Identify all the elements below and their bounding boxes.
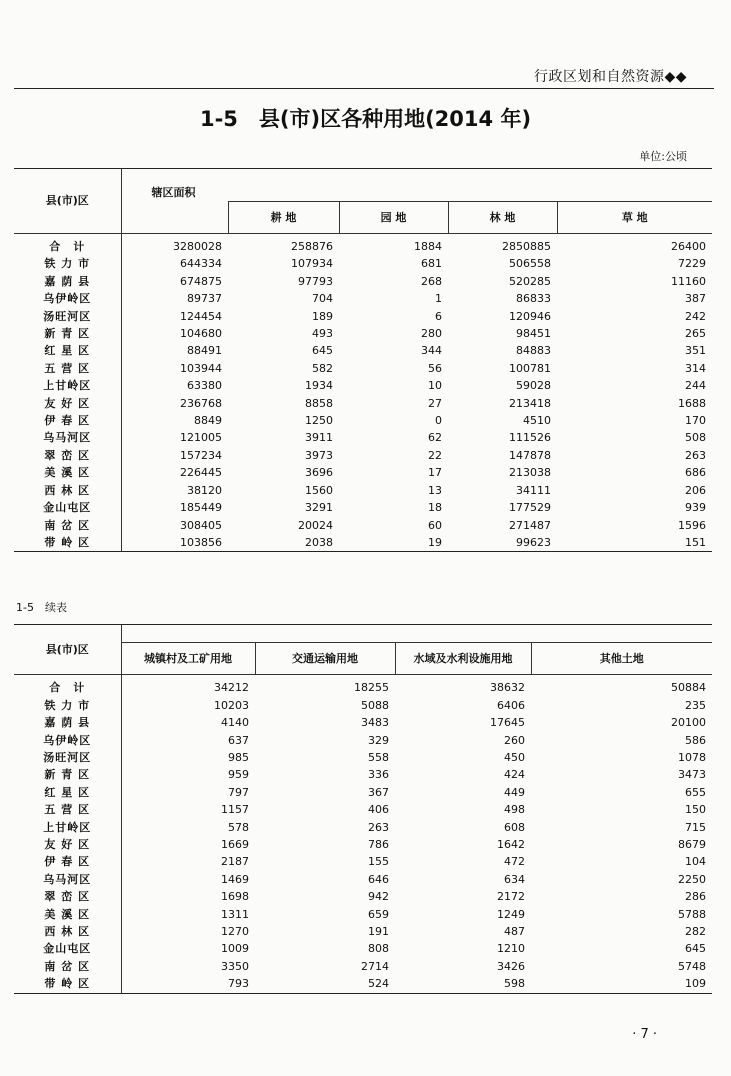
county-name: 汤旺河区	[14, 749, 121, 766]
county-name: 翠 峦 区	[14, 888, 121, 905]
header-county-2: 县(市)区	[14, 625, 121, 675]
table-row	[14, 377, 712, 394]
cell-forest: 213038	[509, 466, 551, 480]
header-grass: 草 地	[557, 202, 712, 234]
cell-cultivated: 1934	[305, 379, 333, 393]
county-name: 五 营 区	[14, 801, 121, 818]
cell-water: 3426	[497, 959, 525, 973]
unit-label: 单位:公顷	[639, 150, 687, 163]
cell-total: 8849	[194, 414, 222, 428]
cell-water: 260	[504, 733, 525, 747]
cell-grass: 387	[685, 292, 706, 306]
cell-water: 1249	[497, 907, 525, 921]
cell-cultivated: 3911	[305, 431, 333, 445]
cell-other: 235	[685, 698, 706, 712]
cell-transport: 786	[368, 838, 389, 852]
cell-cultivated: 97793	[298, 274, 333, 288]
land-use-table-1	[14, 168, 712, 552]
header-water: 水域及水利设施用地	[395, 643, 531, 675]
cell-cultivated: 3696	[305, 466, 333, 480]
cell-water: 449	[504, 785, 525, 799]
cell-urban: 3350	[221, 959, 249, 973]
cell-transport: 646	[368, 872, 389, 886]
header-rule	[14, 88, 714, 89]
cell-grass: 7229	[678, 257, 706, 271]
cell-water: 6406	[497, 698, 525, 712]
cell-urban: 34212	[121, 675, 255, 697]
cell-transport: 336	[368, 768, 389, 782]
cell-forest: 59028	[516, 379, 551, 393]
county-name: 美 溪 区	[14, 464, 121, 481]
table-row	[14, 395, 712, 412]
cell-garden: 344	[421, 344, 442, 358]
table-row	[14, 697, 712, 714]
cell-urban: 4140	[221, 716, 249, 730]
cell-urban: 1311	[221, 907, 249, 921]
cell-grass: 26400	[557, 234, 712, 256]
cell-grass: 686	[685, 466, 706, 480]
cell-garden: 19	[428, 535, 442, 549]
cell-cultivated: 645	[312, 344, 333, 358]
cell-garden: 27	[428, 396, 442, 410]
cell-other: 8679	[678, 838, 706, 852]
cell-water: 450	[504, 751, 525, 765]
cell-grass: 244	[685, 379, 706, 393]
cell-garden: 17	[428, 466, 442, 480]
cell-garden: 280	[421, 327, 442, 341]
cell-transport: 2714	[361, 959, 389, 973]
cell-water: 1642	[497, 838, 525, 852]
cell-total: 157234	[180, 448, 222, 462]
table-row	[14, 975, 712, 993]
county-name: 新 青 区	[14, 766, 121, 783]
county-name: 红 星 区	[14, 342, 121, 359]
county-name: 乌马河区	[14, 429, 121, 446]
cell-grass: 508	[685, 431, 706, 445]
cell-water: 1210	[497, 942, 525, 956]
cell-cultivated: 3291	[305, 501, 333, 515]
table-row	[14, 714, 712, 731]
cell-transport: 329	[368, 733, 389, 747]
header-total-area: 辖区面积	[151, 186, 196, 200]
cell-cultivated: 20024	[298, 518, 333, 532]
cell-garden: 60	[428, 518, 442, 532]
cell-total: 644334	[180, 257, 222, 271]
cell-total: 674875	[180, 274, 222, 288]
cell-garden: 6	[435, 309, 442, 323]
county-name: 带 岭 区	[14, 975, 121, 993]
county-name: 五 营 区	[14, 360, 121, 377]
cell-urban: 1157	[221, 803, 249, 817]
table-row	[14, 308, 712, 325]
cell-cultivated: 582	[312, 361, 333, 375]
cell-grass: 265	[685, 327, 706, 341]
cell-cultivated: 2038	[305, 535, 333, 549]
cell-other: 655	[685, 785, 706, 799]
cell-cultivated: 8858	[305, 396, 333, 410]
cell-urban: 2187	[221, 855, 249, 869]
cell-forest: 99623	[516, 535, 551, 549]
cell-garden: 1884	[339, 234, 448, 256]
cell-grass: 314	[685, 361, 706, 375]
cell-urban: 578	[228, 820, 249, 834]
cell-garden: 62	[428, 431, 442, 445]
table-row	[14, 360, 712, 377]
county-name: 乌马河区	[14, 871, 121, 888]
header-cultivated: 耕 地	[228, 202, 339, 234]
cell-forest: 86833	[516, 292, 551, 306]
cell-grass: 1596	[678, 518, 706, 532]
cell-grass: 242	[685, 309, 706, 323]
table-row	[14, 940, 712, 957]
county-name: 嘉 荫 县	[14, 273, 121, 290]
table-row	[14, 749, 712, 766]
cell-urban: 10203	[214, 698, 249, 712]
county-name: 带 岭 区	[14, 534, 121, 552]
cell-other: 586	[685, 733, 706, 747]
cell-grass: 1688	[678, 396, 706, 410]
cell-total: 308405	[180, 518, 222, 532]
cell-transport: 367	[368, 785, 389, 799]
cell-total: 88491	[187, 344, 222, 358]
table-row	[14, 732, 712, 749]
county-name: 南 岔 区	[14, 517, 121, 534]
table-row	[14, 819, 712, 836]
cell-total: 89737	[187, 292, 222, 306]
cell-grass: 206	[685, 483, 706, 497]
page-title: 1-5 县(市)区各种用地(2014 年)	[199, 107, 532, 131]
county-name: 合 计	[14, 234, 121, 256]
county-name: 乌伊岭区	[14, 290, 121, 307]
cell-cultivated: 189	[312, 309, 333, 323]
county-name: 西 林 区	[14, 482, 121, 499]
cell-water: 472	[504, 855, 525, 869]
table-row	[14, 871, 712, 888]
table-row	[14, 290, 712, 307]
county-name: 红 星 区	[14, 784, 121, 801]
table-row	[14, 534, 712, 552]
county-name: 伊 春 区	[14, 853, 121, 870]
cell-cultivated: 1560	[305, 483, 333, 497]
county-name: 乌伊岭区	[14, 732, 121, 749]
cell-garden: 22	[428, 448, 442, 462]
county-name: 美 溪 区	[14, 906, 121, 923]
cell-cultivated: 1250	[305, 414, 333, 428]
county-name: 翠 峦 区	[14, 447, 121, 464]
table-row	[14, 888, 712, 905]
county-name: 友 好 区	[14, 836, 121, 853]
cell-total: 103944	[180, 361, 222, 375]
table-row	[14, 255, 712, 272]
cell-forest: 111526	[509, 431, 551, 445]
county-name: 友 好 区	[14, 395, 121, 412]
cell-transport: 263	[368, 820, 389, 834]
header-garden: 园 地	[339, 202, 448, 234]
table-row	[14, 958, 712, 975]
cell-total: 63380	[187, 379, 222, 393]
table-row	[14, 923, 712, 940]
cell-forest: 120946	[509, 309, 551, 323]
header-other: 其他土地	[531, 643, 712, 675]
table-row	[14, 234, 712, 256]
cell-water: 634	[504, 872, 525, 886]
cell-total: 124454	[180, 309, 222, 323]
cell-garden: 0	[435, 414, 442, 428]
cell-forest: 520285	[509, 274, 551, 288]
county-name: 上甘岭区	[14, 819, 121, 836]
table-row	[14, 447, 712, 464]
cell-water: 2172	[497, 890, 525, 904]
cell-cultivated: 704	[312, 292, 333, 306]
cell-garden: 13	[428, 483, 442, 497]
header-urban: 城镇村及工矿用地	[121, 643, 255, 675]
cell-transport: 524	[368, 977, 389, 991]
cell-garden: 56	[428, 361, 442, 375]
cell-other: 5788	[678, 907, 706, 921]
cell-urban: 985	[228, 751, 249, 765]
cell-urban: 1469	[221, 872, 249, 886]
county-name: 合 计	[14, 675, 121, 697]
table-row	[14, 784, 712, 801]
cell-other: 3473	[678, 768, 706, 782]
cell-transport: 191	[368, 925, 389, 939]
cell-transport: 406	[368, 803, 389, 817]
county-name: 汤旺河区	[14, 308, 121, 325]
cell-garden: 268	[421, 274, 442, 288]
cell-cultivated: 258876	[228, 234, 339, 256]
table-row	[14, 412, 712, 429]
cell-urban: 637	[228, 733, 249, 747]
header-transport: 交通运输用地	[255, 643, 395, 675]
table-row	[14, 273, 712, 290]
cell-other: 50884	[531, 675, 712, 697]
cell-total: 3280028	[121, 234, 228, 256]
cell-other: 715	[685, 820, 706, 834]
cell-water: 487	[504, 925, 525, 939]
cell-forest: 213418	[509, 396, 551, 410]
section-title: 行政区划和自然资源◆◆	[533, 69, 687, 85]
cell-other: 286	[685, 890, 706, 904]
cell-water: 598	[504, 977, 525, 991]
cell-transport: 5088	[361, 698, 389, 712]
land-use-table-2	[14, 624, 712, 994]
cell-total: 103856	[180, 535, 222, 549]
cell-other: 104	[685, 855, 706, 869]
county-name: 新 青 区	[14, 325, 121, 342]
cell-forest: 98451	[516, 327, 551, 341]
cell-grass: 170	[685, 414, 706, 428]
cell-other: 109	[685, 977, 706, 991]
cell-forest: 100781	[509, 361, 551, 375]
cell-other: 150	[685, 803, 706, 817]
table-row	[14, 853, 712, 870]
cell-forest: 4510	[523, 414, 551, 428]
cell-cultivated: 3973	[305, 448, 333, 462]
table-row	[14, 517, 712, 534]
cell-total: 226445	[180, 466, 222, 480]
cell-other: 20100	[671, 716, 706, 730]
county-name: 金山屯区	[14, 940, 121, 957]
county-name: 伊 春 区	[14, 412, 121, 429]
county-name: 西 林 区	[14, 923, 121, 940]
header-county: 县(市)区	[14, 169, 121, 234]
cell-water: 498	[504, 803, 525, 817]
cell-transport: 3483	[361, 716, 389, 730]
cell-other: 1078	[678, 751, 706, 765]
cell-total: 121005	[180, 431, 222, 445]
cell-total: 38120	[187, 483, 222, 497]
county-name: 金山屯区	[14, 499, 121, 516]
cell-urban: 1270	[221, 925, 249, 939]
continuation-label: 1-5 续表	[16, 601, 67, 614]
county-name: 嘉 荫 县	[14, 714, 121, 731]
table-row	[14, 836, 712, 853]
cell-cultivated: 107934	[291, 257, 333, 271]
cell-garden: 681	[421, 257, 442, 271]
cell-forest: 177529	[509, 501, 551, 515]
cell-forest: 2850885	[448, 234, 557, 256]
table-row	[14, 766, 712, 783]
cell-grass: 151	[685, 535, 706, 549]
cell-total: 104680	[180, 327, 222, 341]
cell-grass: 351	[685, 344, 706, 358]
cell-transport: 558	[368, 751, 389, 765]
cell-transport: 942	[368, 890, 389, 904]
cell-urban: 1669	[221, 838, 249, 852]
cell-other: 5748	[678, 959, 706, 973]
county-name: 铁 力 市	[14, 255, 121, 272]
cell-water: 38632	[395, 675, 531, 697]
table-row	[14, 342, 712, 359]
table-row	[14, 499, 712, 516]
cell-forest: 34111	[516, 483, 551, 497]
cell-water: 424	[504, 768, 525, 782]
cell-forest: 506558	[509, 257, 551, 271]
cell-grass: 939	[685, 501, 706, 515]
cell-grass: 263	[685, 448, 706, 462]
cell-forest: 84883	[516, 344, 551, 358]
cell-transport: 808	[368, 942, 389, 956]
cell-other: 645	[685, 942, 706, 956]
cell-transport: 155	[368, 855, 389, 869]
cell-urban: 793	[228, 977, 249, 991]
county-name: 南 岔 区	[14, 958, 121, 975]
cell-garden: 10	[428, 379, 442, 393]
cell-total: 185449	[180, 501, 222, 515]
page-number: · 7 ·	[632, 1027, 657, 1042]
cell-urban: 1698	[221, 890, 249, 904]
table-row	[14, 325, 712, 342]
cell-grass: 11160	[671, 274, 706, 288]
table-row	[14, 429, 712, 446]
table-row	[14, 464, 712, 481]
table-row	[14, 675, 712, 697]
cell-cultivated: 493	[312, 327, 333, 341]
header-forest: 林 地	[448, 202, 557, 234]
cell-garden: 18	[428, 501, 442, 515]
table-row	[14, 801, 712, 818]
cell-forest: 271487	[509, 518, 551, 532]
cell-transport: 18255	[255, 675, 395, 697]
cell-water: 608	[504, 820, 525, 834]
cell-urban: 959	[228, 768, 249, 782]
table-row	[14, 482, 712, 499]
cell-other: 2250	[678, 872, 706, 886]
county-name: 铁 力 市	[14, 697, 121, 714]
cell-garden: 1	[435, 292, 442, 306]
cell-urban: 1009	[221, 942, 249, 956]
cell-urban: 797	[228, 785, 249, 799]
cell-total: 236768	[180, 396, 222, 410]
table-row	[14, 906, 712, 923]
cell-other: 282	[685, 925, 706, 939]
cell-forest: 147878	[509, 448, 551, 462]
county-name: 上甘岭区	[14, 377, 121, 394]
cell-water: 17645	[490, 716, 525, 730]
cell-transport: 659	[368, 907, 389, 921]
